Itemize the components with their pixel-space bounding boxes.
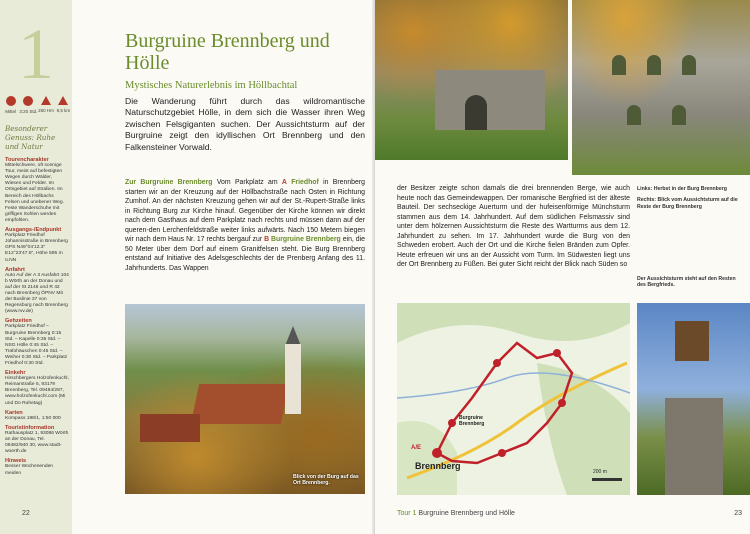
special-heading: Besonderer Genuss: Ruhe und Natur — [5, 124, 56, 151]
map-start-label: A/E — [411, 445, 422, 451]
ruin-window — [627, 105, 641, 125]
tower-photo — [637, 303, 750, 495]
ruin-view-photo — [572, 0, 750, 175]
route-map — [397, 303, 630, 495]
keep-ruin — [665, 398, 723, 495]
intro-paragraph: Die Wanderung führt durch das wildromantische Naturschutzgebiet Hölle, in dem sich die Wasser ihren Weg zwischen Felsgiganten suchen. Der Aussichtsturm auf der Burgruine zeigt den idyllischen Ort Brennberg und den Falkensteiner Vorwald. — [125, 96, 365, 152]
page-title: Burgruine Brennberg und Hölle — [125, 30, 330, 74]
waypoint-marker — [558, 399, 566, 407]
section-heading: Ausgangs-/Endpunkt — [5, 227, 62, 234]
tour-stats — [2, 96, 72, 114]
section-text: Kompass 198/1, 1:50 000 — [5, 415, 61, 421]
section-text: Auto Auf der A 3 Ausfahrt 104 b Wörth an der Donau und auf der St 2146 und R 42 nach Brennberg ÖPNV Mit der Buslinie 37 von Regensburg nach Brennberg (www.rvv.de) — [5, 272, 69, 315]
footer-tour-label: Tour 1 — [397, 510, 417, 517]
section-heading: Einkehr — [5, 370, 26, 377]
page-subtitle: Mystisches Naturerlebnis im Höllbachtal — [125, 80, 298, 91]
village-caption: Blick von der Burg auf das Ort Brennberg. — [293, 474, 359, 487]
difficulty-icon — [6, 96, 16, 106]
church-spire — [285, 326, 301, 346]
observation-tower — [675, 321, 709, 361]
info-sidebar — [0, 0, 72, 534]
section-heading: Tourencharakter — [5, 157, 49, 163]
roof-shape — [191, 384, 290, 424]
ruin-window — [612, 55, 626, 75]
section-heading: Karten — [5, 409, 23, 416]
ruin-window — [672, 105, 686, 125]
map-town-label: Brennberg — [415, 461, 461, 471]
ruin-window — [682, 55, 696, 75]
stat-duration: 3:20 Std. — [19, 96, 37, 114]
waypoint-marker — [498, 449, 506, 457]
roof-shape — [140, 414, 200, 442]
caption-tower-photo: Der Aussichtsturm steht auf den Resten des Bergfrieds. — [637, 276, 736, 289]
right-page — [375, 0, 750, 534]
page-number-right: 23 — [734, 510, 742, 517]
waypoint-a-marker — [432, 448, 442, 458]
photo-captions — [637, 186, 745, 215]
duration-icon — [23, 96, 33, 106]
section-heading: Gehzeiten — [5, 318, 32, 325]
caption-right-photo: Rechts: Blick vom Aussichtsturm auf die Reste der Burg Brennberg — [637, 197, 738, 210]
waypoint-b-marker — [448, 419, 456, 427]
page-footer — [397, 510, 742, 517]
sidebar-info-text — [5, 154, 69, 477]
chapter-number: 1 — [18, 14, 54, 94]
stat-distance: 9,5 km — [55, 96, 72, 114]
waypoint-marker — [493, 359, 501, 367]
section-heading: Hinweis — [5, 458, 27, 465]
section-heading: Touristinformation — [5, 424, 55, 431]
ruin-window — [647, 55, 661, 75]
distance-icon — [58, 96, 68, 105]
map-ruin-label: Burgruine Brennberg — [459, 415, 485, 427]
section-text: Besser Wochenenden meiden — [5, 464, 54, 476]
altitude-icon — [41, 96, 51, 105]
section-text: Parkplatz Friedhof Johannisstraße in Brennberg GPS N49°04'12.3" E12°23'47.5", Höhe 595 m ü.NN — [5, 233, 68, 263]
body-text-right: der Besitzer zeigte schon damals die drei brennenden Berge, wie auch heute noch das Gemeindewappen. Der romanische Bergfried ist der älteste Bauteil. Der sechseckige Auerturm und der hufeisenförmige Münchsturm stammen aus dem 14. Jahrhundert. Auf dem südlichen Felsmassiv sind unter dem hölzernen Aussichtsturm die Reste des Wartturms aus dem 12. Jahrhundert zu sehen. Im 17. Jahrhundert wurde die Burg von den Schweden erobert. Auch der Ort und die Kirche fielen Bränden zum Opfer. Heute erfreuen wir uns an der Aussicht vom Turm. Im Südwesten liegt uns der Ort Brennberg zu Füßen. Bei guter Sicht reicht der Blick nach Süden so — [397, 185, 630, 268]
church-tower — [285, 344, 301, 414]
scale-bar — [592, 478, 622, 481]
village-photo — [125, 304, 365, 494]
ruin-autumn-photo — [375, 0, 568, 160]
section-text: Mittelschwere, oft sonnige Tour, meist auf befestigten Wegen durch Wälder, Wiesen und Felder. Im Ortsgebiet auf Straßen. Im Bereich des Höllbachs Felsen und unebener Weg. Feste Wanderschuhe mit griffigen Sohlen werden empfohlen. — [5, 163, 64, 223]
footer-tour-title: Burgruine Brennberg und Hölle — [418, 510, 515, 517]
waypoint-a-icon: A — [281, 179, 287, 186]
waypoint-marker — [553, 349, 561, 357]
stat-difficulty: Mittel — [2, 96, 19, 114]
ruin-wall — [435, 70, 545, 130]
ruin-arch — [465, 95, 487, 130]
section-text: Hirschbergers Holzofenkuchl, Reimarstraße 5, 93179 Brennberg, Tel. 09484/287, www.holzofenkuchl.com (Mi und Do Ruhetag) — [5, 376, 69, 406]
page-number-left: 22 — [22, 510, 30, 517]
body-text-left: Zur Burgruine Brennberg Vom Parkplatz am A Friedhof in Brennberg starten wir an der Kreuzung auf der Höllbachstraße nach Osten in Richtung Zumhof. An der nächsten Kreuzung gehen wir auf der St.-Rupert-Straße links in Richtung Burg zur Kirche hinauf. Gegenüber der Kirche können wir direkt nach dem Gasthaus auf dem Parkplatz nach rechts und müssen dann auf der queren-den Lerchenfeldstraße weiter links aufwärts. Nach 150 Metern biegen wir nach dem Haus Nr. 17 rechts bergauf zur B Burgruine Brennberg ein, die 50 Meter über dem Dorf auf einem Granitfelsen steht. Die Burg Brennberg entstand auf Initiative des Adelsgeschlechts der de Prenberg Anfang des 11. Jahrhunderts. Das Wappen — [125, 179, 365, 272]
section-text: Parkplatz Friedhof – Burgruine Brennberg 0:15 Std. – Kapelle 0:35 Std. – NSG Hölle 0:45 Std. – Trafohäuschen 0:45 Std. – Weiher 0:30 Std. – Parkplatz Friedhof 0:30 Std. — [5, 324, 68, 366]
section-start-heading: Zur Burgruine Brennberg — [125, 179, 213, 186]
section-text: Rathausplatz 1, 93086 Wörth an der Donau, Tel. 09482/940 30, www.stadt-woerth.de — [5, 430, 69, 455]
map-scale-label: 200 m — [593, 469, 607, 475]
section-heading: Anfahrt — [5, 266, 25, 273]
stat-altitude: 260 Hm — [37, 96, 54, 114]
waypoint-b-icon: B — [264, 236, 270, 243]
caption-left-photo: Links: Herbst in der Burg Brennberg — [637, 186, 727, 192]
